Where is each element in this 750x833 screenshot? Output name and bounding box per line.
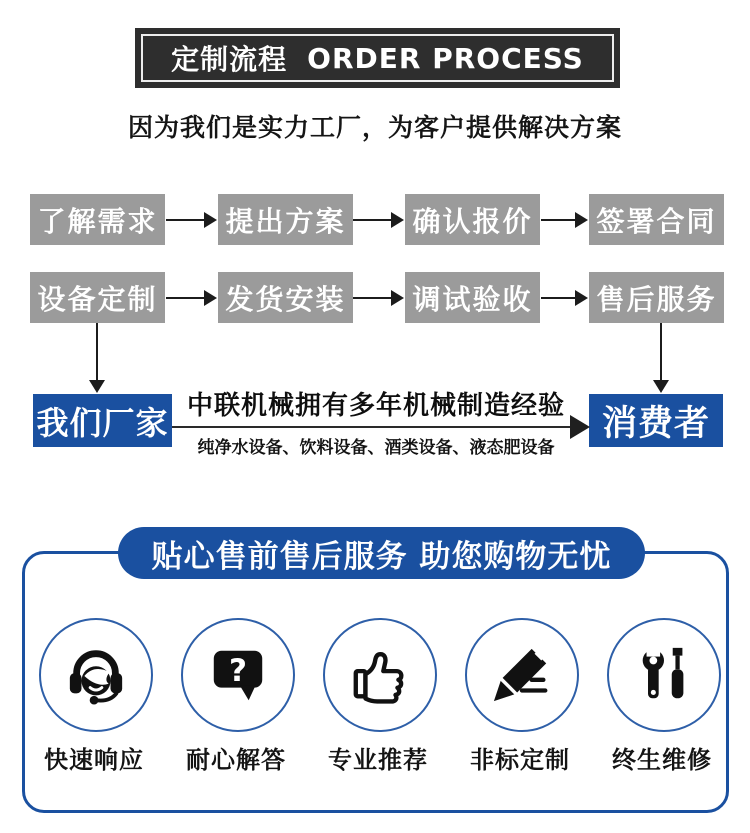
consumer-box: 消费者 <box>589 394 723 447</box>
bridge-subtitle: 纯净水设备、饮料设备、酒类设备、液态肥设备 <box>197 438 555 458</box>
service-circle-patient-answer <box>181 618 295 732</box>
pencil-icon <box>491 644 553 706</box>
section-title-banner <box>135 28 620 88</box>
service-circle-lifetime-repair <box>607 618 721 732</box>
section-title-inner-frame <box>141 34 614 82</box>
service-label-patient-answer: 耐心解答 <box>186 746 286 774</box>
service-label-lifetime-repair: 终生维修 <box>612 746 712 774</box>
flow-step-equipment-custom: 设备定制 <box>30 272 165 323</box>
service-label-custom-design: 非标定制 <box>470 746 570 774</box>
flow-step-propose-plan: 提出方案 <box>218 194 353 245</box>
factory-box: 我们厂家 <box>33 394 172 447</box>
flow-step-after-sales: 售后服务 <box>589 272 724 323</box>
flow-step-sign-contract: 签署合同 <box>589 194 724 245</box>
arrow-right-icon <box>353 211 404 229</box>
flow-step-confirm-quote: 确认报价 <box>405 194 540 245</box>
arrow-right-icon <box>541 289 588 307</box>
section-title-zh: 定制流程 <box>171 43 288 76</box>
question-mark-glyph: ? <box>229 652 247 689</box>
arrow-right-icon <box>353 289 404 307</box>
arrow-right-icon <box>166 211 217 229</box>
thumbs-up-icon <box>349 644 411 706</box>
arrow-down-icon <box>652 323 670 393</box>
service-circle-custom-design <box>465 618 579 732</box>
services-banner: 贴心售前售后服务 助您购物无忧 <box>118 527 645 579</box>
headset-icon <box>65 644 127 706</box>
service-circle-fast-response <box>39 618 153 732</box>
flow-step-understand-needs: 了解需求 <box>30 194 165 245</box>
arrow-right-icon <box>166 289 217 307</box>
question-bubble-icon <box>207 644 269 706</box>
bridge-title: 中联机械拥有多年机械制造经验 <box>186 391 565 421</box>
service-label-fast-response: 快速响应 <box>44 746 144 774</box>
arrow-right-icon <box>541 211 588 229</box>
flow-step-ship-install: 发货安装 <box>218 272 353 323</box>
flow-step-debug-accept: 调试验收 <box>405 272 540 323</box>
section-subtitle: 因为我们是实力工厂，为客户提供解决方案 <box>127 113 622 142</box>
arrow-down-icon <box>88 323 106 393</box>
section-title-en: ORDER PROCESS <box>307 41 584 75</box>
service-circle-pro-recommend <box>323 618 437 732</box>
service-label-pro-recommend: 专业推荐 <box>328 746 428 774</box>
tools-icon <box>633 644 695 706</box>
